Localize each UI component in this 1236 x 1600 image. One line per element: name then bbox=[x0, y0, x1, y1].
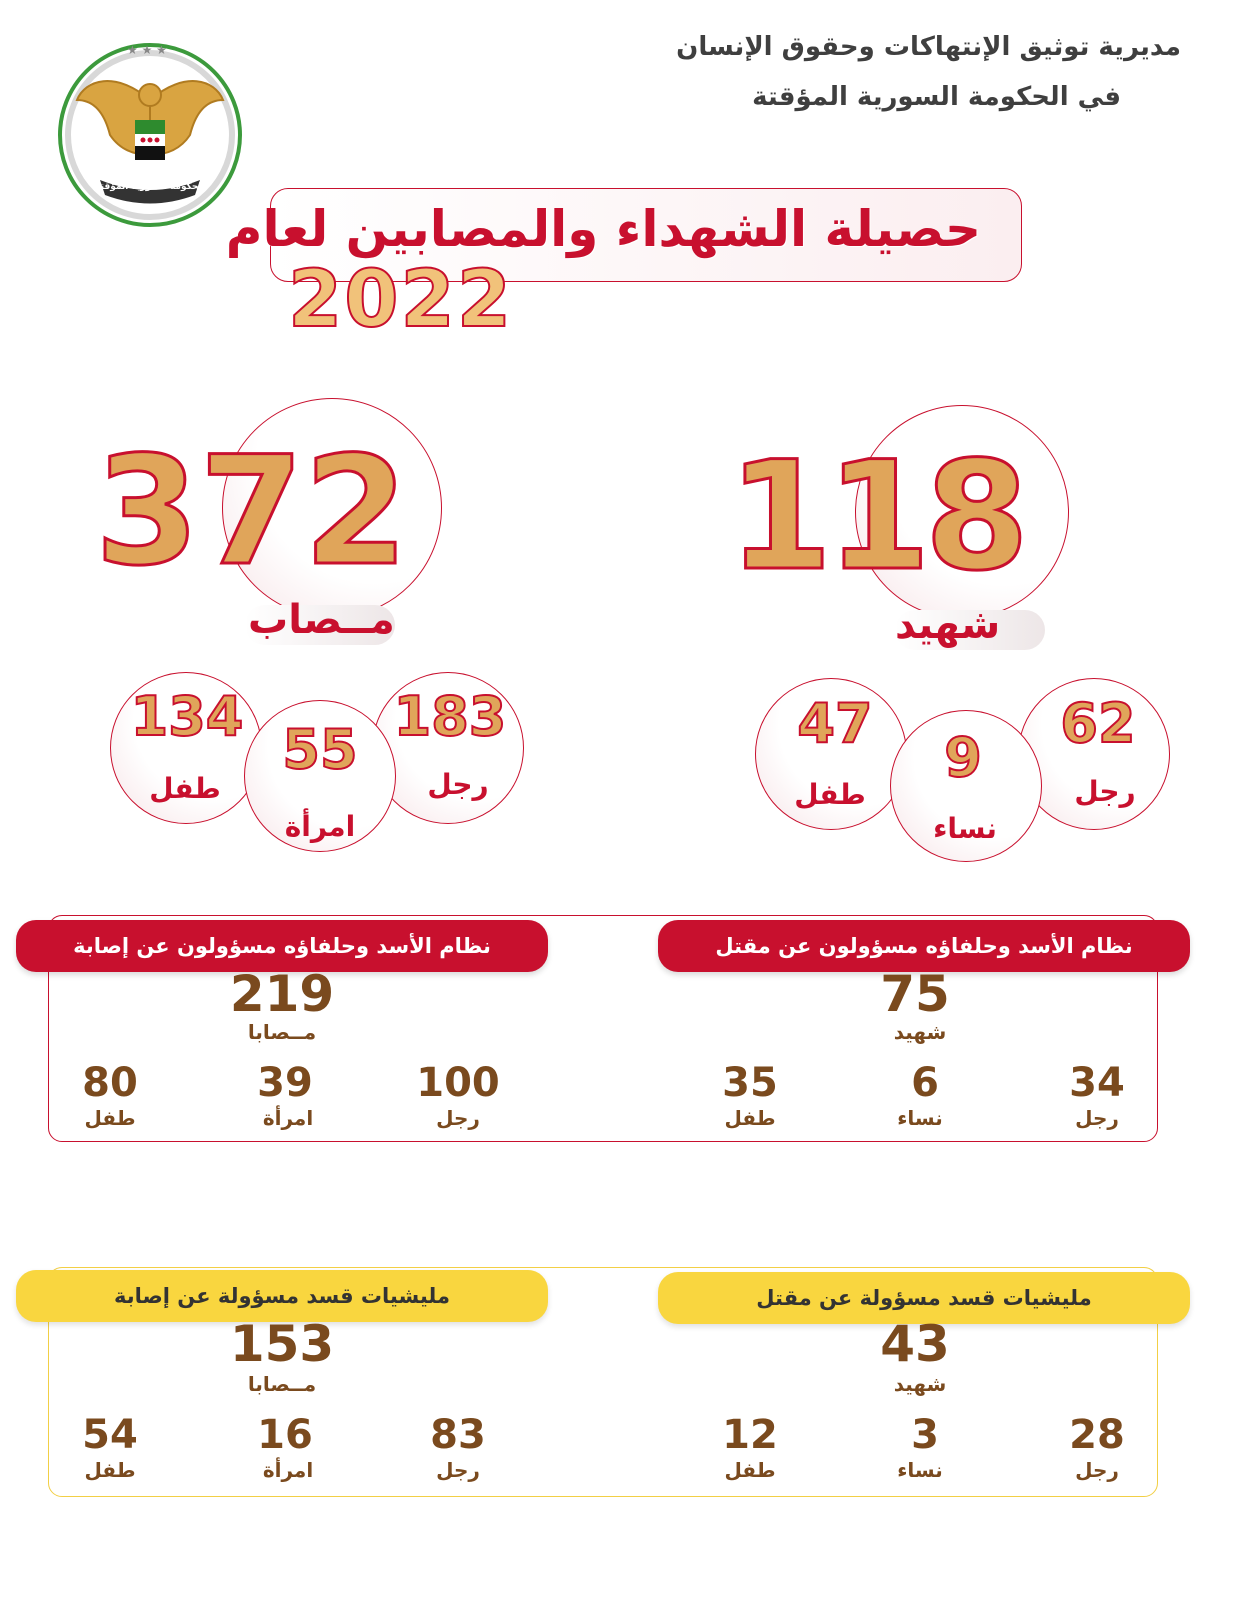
sdf-killed-children-value: 12 bbox=[722, 1412, 778, 1458]
regime-injured-women-label: امرأة bbox=[262, 1106, 314, 1130]
svg-text:★ ★ ★: ★ ★ ★ bbox=[127, 43, 167, 57]
martyrs-children-label: طفل bbox=[794, 778, 866, 811]
regime-killed-total: 75 bbox=[880, 965, 950, 1023]
regime-killed-men-value: 34 bbox=[1069, 1060, 1125, 1106]
sdf-injured-children-value: 54 bbox=[82, 1412, 138, 1458]
sdf-killed-total-label: شهيد bbox=[893, 1372, 947, 1396]
sdf-killed-men-value: 28 bbox=[1069, 1412, 1125, 1458]
org-name-line1: مديرية توثيق الإنتهاكات وحقوق الإنسان bbox=[676, 32, 1181, 62]
government-logo bbox=[55, 40, 245, 230]
sdf-killed-children-label: طفل bbox=[724, 1458, 776, 1482]
martyrs-total: 118 bbox=[728, 430, 1024, 604]
injured-total: 372 bbox=[95, 425, 409, 599]
sdf-killed-total: 43 bbox=[880, 1315, 950, 1373]
sdf-injured-total: 153 bbox=[229, 1315, 335, 1373]
sdf-killed-women-label: نساء bbox=[897, 1458, 943, 1482]
injured-men-label: رجل bbox=[427, 768, 489, 801]
injured-men-value: 183 bbox=[393, 685, 507, 748]
injured-children-value: 134 bbox=[130, 685, 244, 748]
regime-killed-title: نظام الأسد وحلفاؤه مسؤولون عن مقتل bbox=[658, 920, 1190, 972]
sdf-injured-women-label: امرأة bbox=[262, 1458, 314, 1482]
page-title: حصيلة الشهداء والمصابين لعام bbox=[225, 200, 981, 258]
sdf-injured-children-label: طفل bbox=[84, 1458, 136, 1482]
regime-killed-men-label: رجل bbox=[1075, 1106, 1119, 1130]
regime-injured-men-label: رجل bbox=[436, 1106, 480, 1130]
sdf-injured-men-value: 83 bbox=[430, 1412, 486, 1458]
regime-injured-women-value: 39 bbox=[257, 1060, 313, 1106]
martyrs-women-value: 9 bbox=[944, 726, 982, 789]
regime-killed-children-label: طفل bbox=[724, 1106, 776, 1130]
title-year: 2022 bbox=[288, 255, 514, 345]
regime-killed-women-label: نساء bbox=[897, 1106, 943, 1130]
martyrs-men-value: 62 bbox=[1060, 692, 1136, 755]
regime-injured-children-label: طفل bbox=[84, 1106, 136, 1130]
injured-women-value: 55 bbox=[282, 718, 358, 781]
regime-injured-men-value: 100 bbox=[416, 1060, 500, 1106]
regime-killed-children-value: 35 bbox=[722, 1060, 778, 1106]
org-name-line2: في الحكومة السورية المؤقتة bbox=[752, 82, 1121, 112]
sdf-killed-women-value: 3 bbox=[911, 1412, 939, 1458]
regime-injured-children-value: 80 bbox=[82, 1060, 138, 1106]
injured-label: مــصاب bbox=[248, 597, 395, 643]
sdf-killed-title: مليشيات قسد مسؤولة عن مقتل bbox=[658, 1272, 1190, 1324]
martyrs-label: شهيد bbox=[895, 602, 1001, 648]
logo-caption: الحكومة السورية المؤقتة bbox=[95, 182, 205, 192]
regime-injured-total-label: مــصابا bbox=[247, 1020, 317, 1044]
sdf-injured-total-label: مــصابا bbox=[247, 1372, 317, 1396]
sdf-killed-men-label: رجل bbox=[1075, 1458, 1119, 1482]
injured-women-label: امرأة bbox=[284, 810, 356, 843]
regime-killed-women-value: 6 bbox=[911, 1060, 939, 1106]
martyrs-women-label: نساء bbox=[933, 812, 997, 845]
regime-killed-total-label: شهيد bbox=[893, 1020, 947, 1044]
sdf-injured-men-label: رجل bbox=[436, 1458, 480, 1482]
martyrs-men-label: رجل bbox=[1074, 775, 1136, 808]
injured-children-label: طفل bbox=[149, 772, 221, 805]
sdf-injured-women-value: 16 bbox=[257, 1412, 313, 1458]
sdf-injured-title: مليشيات قسد مسؤولة عن إصابة bbox=[16, 1270, 548, 1322]
regime-injured-title: نظام الأسد وحلفاؤه مسؤولون عن إصابة bbox=[16, 920, 548, 972]
martyrs-children-value: 47 bbox=[797, 692, 873, 755]
regime-injured-total: 219 bbox=[229, 965, 335, 1023]
